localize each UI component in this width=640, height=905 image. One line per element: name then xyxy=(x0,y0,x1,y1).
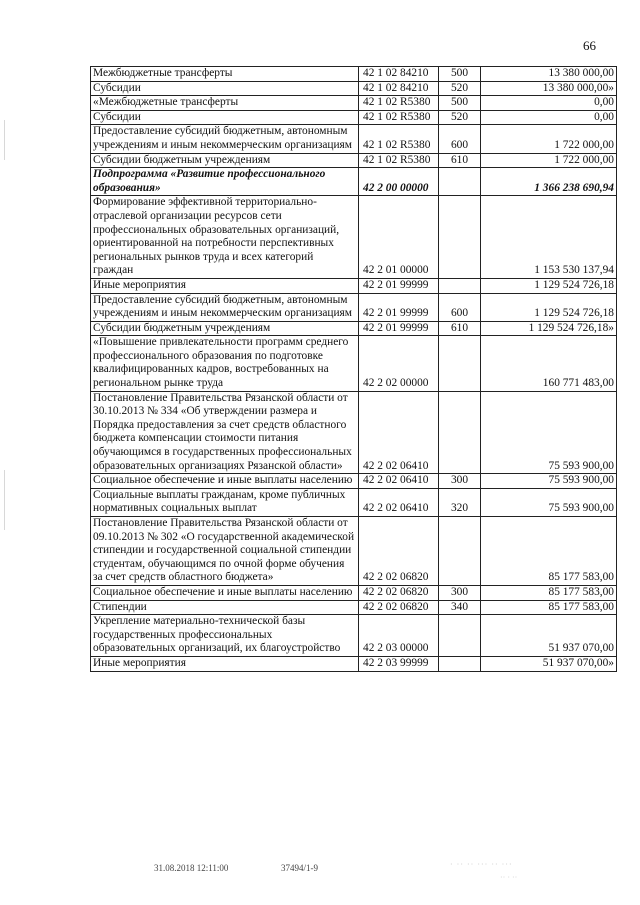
row-name-cell: Предоставление субсидий бюджетным, автономным учреждениям и иным некоммерческим организациям xyxy=(91,125,359,153)
table-row xyxy=(91,615,617,657)
row-expense-type-cell: 610 xyxy=(439,153,481,168)
row-expense-type-cell xyxy=(439,391,481,474)
row-target-code-cell: 42 2 01 00000 xyxy=(359,196,439,279)
row-name-cell: Укрепление материально-технической базы государственных профессиональных образовательных организаций, их благоустройство xyxy=(91,615,359,657)
row-expense-type-cell xyxy=(439,168,481,196)
table-row xyxy=(91,125,617,153)
row-expense-type-cell xyxy=(439,336,481,391)
row-target-code-cell: 42 2 00 00000 xyxy=(359,168,439,196)
row-amount-cell: 0,00 xyxy=(481,96,617,111)
row-target-code-cell: 42 1 02 R5380 xyxy=(359,110,439,125)
row-name-cell: Субсидии xyxy=(91,81,359,96)
row-name-cell: Субсидии бюджетным учреждениям xyxy=(91,153,359,168)
row-expense-type-cell: 500 xyxy=(439,96,481,111)
row-target-code-cell: 42 2 01 99999 xyxy=(359,278,439,293)
row-target-code-cell: 42 2 02 00000 xyxy=(359,336,439,391)
row-target-code-cell: 42 2 02 06410 xyxy=(359,391,439,474)
table-row xyxy=(91,517,617,586)
row-name-cell: «Повышение привлекательности программ среднего профессионального образования по подготовке квалифицированных кадров, востребованных на региональном рынке труда xyxy=(91,336,359,391)
row-amount-cell: 85 177 583,00 xyxy=(481,585,617,600)
row-amount-cell: 0,00 xyxy=(481,110,617,125)
table-row xyxy=(91,168,617,196)
row-expense-type-cell xyxy=(439,656,481,671)
row-name-cell: Постановление Правительства Рязанской области от 09.10.2013 № 302 «О государственной академической стипендии и государственной социальной стипендии студентам, обучающимся по очной форме обучения за счет средств областного бюджета» xyxy=(91,517,359,586)
row-name-cell: Иные мероприятия xyxy=(91,656,359,671)
row-expense-type-cell: 500 xyxy=(439,67,481,82)
table-row xyxy=(91,67,617,82)
table-row xyxy=(91,96,617,111)
row-amount-cell: 75 593 900,00 xyxy=(481,391,617,474)
row-target-code-cell: 42 2 02 06820 xyxy=(359,600,439,615)
table-row xyxy=(91,488,617,516)
table-row xyxy=(91,321,617,336)
page-number: 66 xyxy=(583,38,596,53)
row-name-cell: Формирование эффективной территориально-отраслевой организации ресурсов сети профессиональных образовательных организаций, ориентированной на потребности перспективных региональных рынков труда и всех категорий граждан xyxy=(91,196,359,279)
row-target-code-cell: 42 2 02 06410 xyxy=(359,474,439,489)
row-expense-type-cell xyxy=(439,278,481,293)
table-row xyxy=(91,600,617,615)
row-amount-cell: 1 129 524 726,18» xyxy=(481,321,617,336)
faint-stamp-marks: ·· · ·· xyxy=(500,873,518,882)
row-amount-cell: 51 937 070,00 xyxy=(481,615,617,657)
row-expense-type-cell: 340 xyxy=(439,600,481,615)
row-target-code-cell: 42 2 02 06410 xyxy=(359,488,439,516)
row-name-cell: Стипендии xyxy=(91,600,359,615)
row-target-code-cell: 42 1 02 84210 xyxy=(359,81,439,96)
row-expense-type-cell: 520 xyxy=(439,81,481,96)
table-row xyxy=(91,474,617,489)
row-target-code-cell: 42 1 02 84210 xyxy=(359,67,439,82)
row-expense-type-cell xyxy=(439,517,481,586)
left-margin-mark xyxy=(4,470,5,530)
row-name-cell: Межбюджетные трансферты xyxy=(91,67,359,82)
budget-table xyxy=(90,66,617,672)
row-name-cell: Социальное обеспечение и иные выплаты населению xyxy=(91,474,359,489)
row-amount-cell: 1 153 530 137,94 xyxy=(481,196,617,279)
budget-table-body xyxy=(91,67,617,672)
row-target-code-cell: 42 1 02 R5380 xyxy=(359,153,439,168)
row-name-cell: Предоставление субсидий бюджетным, автономным учреждениям и иным некоммерческим организациям xyxy=(91,293,359,321)
row-name-cell: Иные мероприятия xyxy=(91,278,359,293)
row-amount-cell: 1 366 238 690,94 xyxy=(481,168,617,196)
row-amount-cell: 13 380 000,00 xyxy=(481,67,617,82)
row-amount-cell: 85 177 583,00 xyxy=(481,517,617,586)
table-row xyxy=(91,110,617,125)
row-target-code-cell: 42 1 02 R5380 xyxy=(359,125,439,153)
row-name-cell: «Межбюджетные трансферты xyxy=(91,96,359,111)
row-amount-cell: 1 129 524 726,18 xyxy=(481,278,617,293)
row-amount-cell: 51 937 070,00» xyxy=(481,656,617,671)
row-amount-cell: 13 380 000,00» xyxy=(481,81,617,96)
row-expense-type-cell: 600 xyxy=(439,293,481,321)
row-target-code-cell: 42 2 02 06820 xyxy=(359,517,439,586)
table-row xyxy=(91,656,617,671)
left-margin-mark xyxy=(4,120,5,160)
faint-stamp-marks: · ·· ·· ··· ·· ··· xyxy=(450,860,513,869)
row-expense-type-cell: 320 xyxy=(439,488,481,516)
row-target-code-cell: 42 2 01 99999 xyxy=(359,321,439,336)
row-name-cell: Субсидии бюджетным учреждениям xyxy=(91,321,359,336)
table-row xyxy=(91,81,617,96)
row-expense-type-cell: 300 xyxy=(439,585,481,600)
row-name-cell: Постановление Правительства Рязанской области от 30.10.2013 № 334 «Об утверждении размера и Порядка предоставления за счет средств областного бюджета компенсации стоимости питания обучающимся в государственных профессиональных образовательных организациях Рязанской области» xyxy=(91,391,359,474)
row-amount-cell: 85 177 583,00 xyxy=(481,600,617,615)
row-amount-cell: 1 722 000,00 xyxy=(481,125,617,153)
row-target-code-cell: 42 1 02 R5380 xyxy=(359,96,439,111)
row-target-code-cell: 42 2 03 00000 xyxy=(359,615,439,657)
row-amount-cell: 1 722 000,00 xyxy=(481,153,617,168)
footer-timestamp: 31.08.2018 12:11:00 xyxy=(154,863,229,873)
row-name-cell: Социальные выплаты гражданам, кроме публичных нормативных социальных выплат xyxy=(91,488,359,516)
row-expense-type-cell xyxy=(439,196,481,279)
row-name-cell: Социальное обеспечение и иные выплаты населению xyxy=(91,585,359,600)
footer-document-code: 37494/1-9 xyxy=(281,863,318,873)
table-row xyxy=(91,391,617,474)
row-expense-type-cell xyxy=(439,615,481,657)
table-row xyxy=(91,153,617,168)
row-amount-cell: 1 129 524 726,18 xyxy=(481,293,617,321)
row-expense-type-cell: 610 xyxy=(439,321,481,336)
row-target-code-cell: 42 2 01 99999 xyxy=(359,293,439,321)
table-row xyxy=(91,278,617,293)
row-target-code-cell: 42 2 02 06820 xyxy=(359,585,439,600)
table-row xyxy=(91,336,617,391)
row-expense-type-cell: 300 xyxy=(439,474,481,489)
table-row xyxy=(91,293,617,321)
row-expense-type-cell: 520 xyxy=(439,110,481,125)
row-amount-cell: 75 593 900,00 xyxy=(481,488,617,516)
table-row xyxy=(91,585,617,600)
row-target-code-cell: 42 2 03 99999 xyxy=(359,656,439,671)
table-row xyxy=(91,196,617,279)
row-amount-cell: 160 771 483,00 xyxy=(481,336,617,391)
row-amount-cell: 75 593 900,00 xyxy=(481,474,617,489)
row-expense-type-cell: 600 xyxy=(439,125,481,153)
row-name-cell: Подпрограмма «Развитие профессионального образования» xyxy=(91,168,359,196)
row-name-cell: Субсидии xyxy=(91,110,359,125)
